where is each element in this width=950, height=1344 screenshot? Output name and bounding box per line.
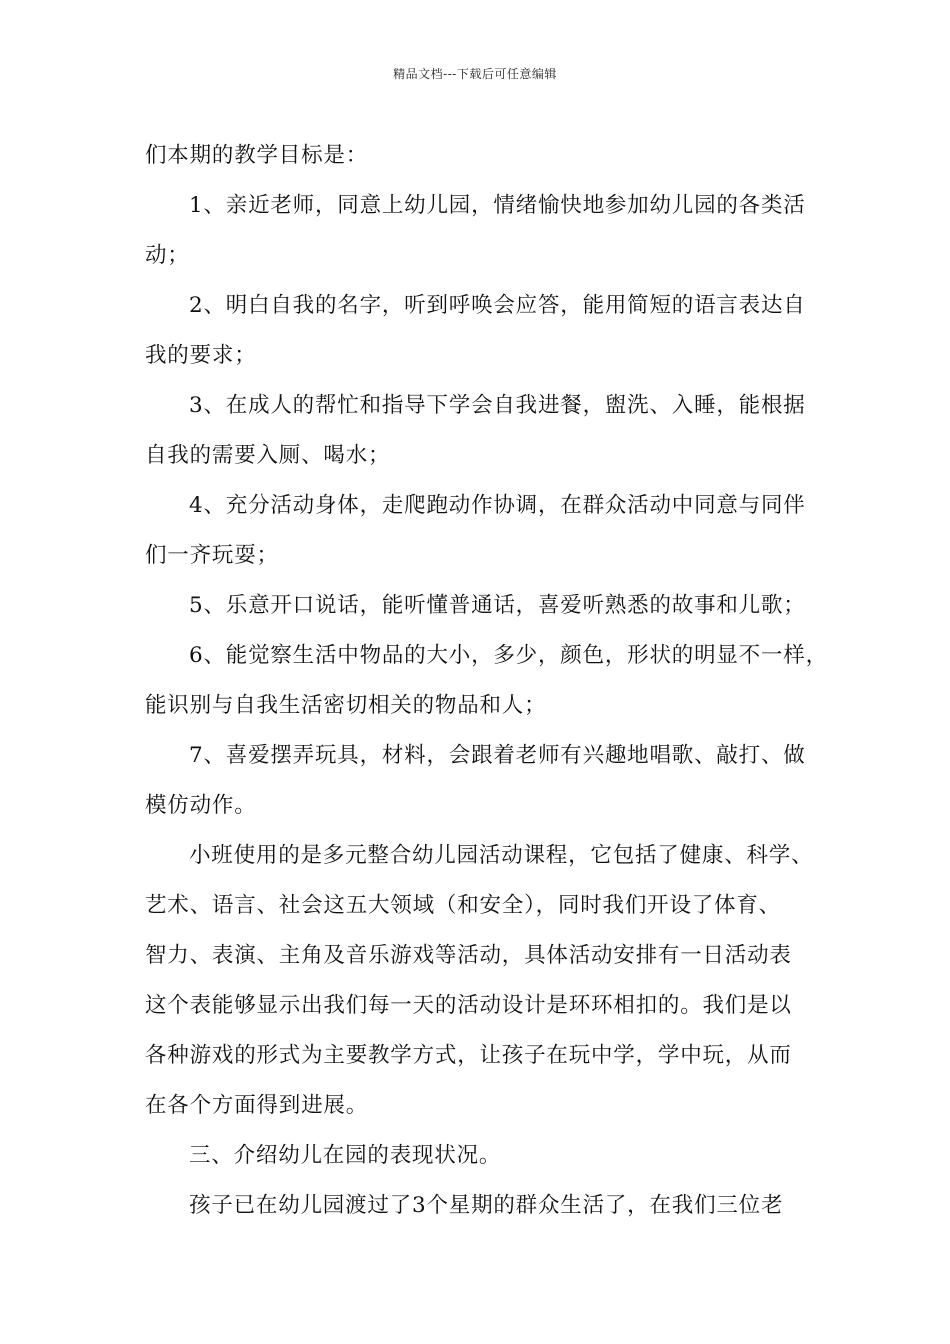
text-line: 动； bbox=[145, 243, 190, 268]
text-line: 们本期的教学目标是： bbox=[145, 143, 369, 168]
text-line: 自我的需要入厕、喝水； bbox=[145, 443, 391, 468]
text-line: 2、明白自我的名字，听到呼唤会应答，能用简短的语言表达自 bbox=[189, 293, 806, 318]
text-line: 能识别与自我生活密切相关的物品和人； bbox=[145, 693, 547, 718]
text-line: 小班使用的是多元整合幼儿园活动课程，它包括了健康、科学、 bbox=[189, 843, 814, 868]
text-line: 们一齐玩耍； bbox=[145, 543, 279, 568]
text-line: 三、介绍幼儿在园的表现状况。 bbox=[189, 1143, 502, 1168]
text-line: 艺术、语言、社会这五大领域（和安全），同时我们开设了体育、 bbox=[145, 893, 781, 918]
page-header: 精品文档---下载后可任意编辑 bbox=[393, 67, 557, 81]
text-line: 智力、表演、主角及音乐游戏等活动，具体活动安排有一日活动表 bbox=[145, 943, 792, 968]
text-line: 6、能觉察生活中物品的大小，多少，颜色，形状的明显不一样， bbox=[189, 643, 828, 668]
text-line: 模仿动作。 bbox=[145, 793, 257, 818]
text-line: 1、亲近老师，同意上幼儿园，情绪愉快地参加幼儿园的各类活 bbox=[189, 193, 806, 218]
text-line: 我的要求； bbox=[145, 343, 257, 368]
document-body bbox=[145, 131, 828, 1231]
text-line: 在各个方面得到进展。 bbox=[145, 1093, 369, 1118]
text-line: 5、乐意开口说话，能听懂普通话，喜爱听熟悉的故事和儿歌； bbox=[189, 593, 806, 618]
text-line: 3、在成人的帮忙和指导下学会自我进餐，盥洗、入睡，能根据 bbox=[189, 393, 806, 418]
text-line: 各种游戏的形式为主要教学方式，让孩子在玩中学，学中玩，从而 bbox=[145, 1043, 792, 1068]
text-line: 4、充分活动身体，走爬跑动作协调，在群众活动中同意与同伴 bbox=[189, 493, 806, 518]
text-line: 孩子已在幼儿园渡过了3个星期的群众生活了，在我们三位老 bbox=[189, 1193, 784, 1218]
text-line: 7、喜爱摆弄玩具，材料，会跟着老师有兴趣地唱歌、敲打、做 bbox=[189, 743, 806, 768]
text-line: 这个表能够显示出我们每一天的活动设计是环环相扣的。我们是以 bbox=[145, 993, 792, 1018]
